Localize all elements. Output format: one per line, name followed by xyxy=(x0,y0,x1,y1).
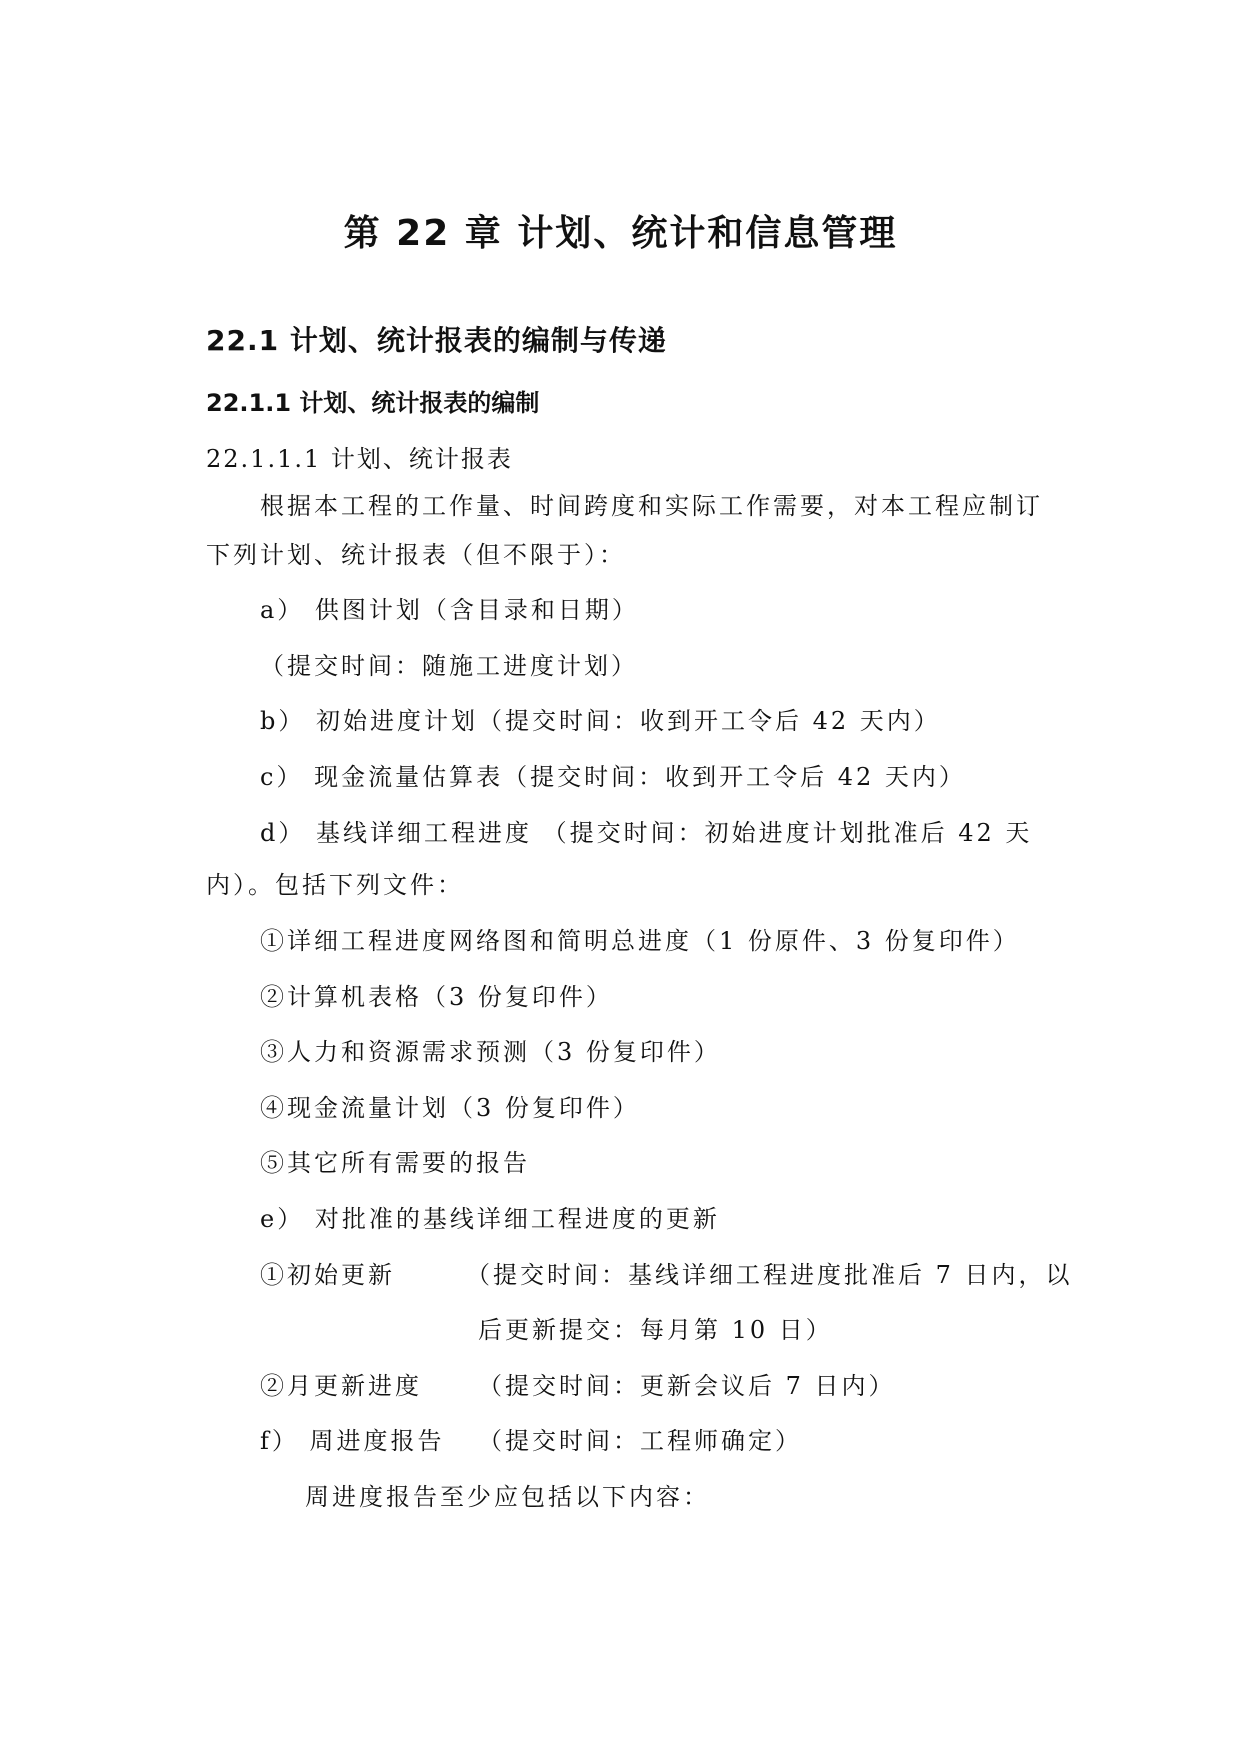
d-list-item-3: ③人力和资源需求预测（3 份复印件） xyxy=(260,1038,721,1066)
d-list-item-2: ②计算机表格（3 份复印件） xyxy=(260,983,613,1011)
d-list-item-5: ⑤其它所有需要的报告 xyxy=(260,1149,530,1177)
e-list-item-2-note: （提交时间：更新会议后 7 日内） xyxy=(478,1372,896,1400)
e-list-item-1-label: ①初始更新 xyxy=(260,1261,395,1289)
subsection-heading: 22.1.1 计划、统计报表的编制 xyxy=(206,389,540,417)
e-list-item-1-note-line-1: （提交时间：基线详细工程进度批准后 7 日内，以 xyxy=(466,1261,1073,1289)
item-a-line-2: （提交时间：随施工进度计划） xyxy=(260,652,638,680)
intro-paragraph-line-1: 根据本工程的工作量、时间跨度和实际工作需要，对本工程应制订 xyxy=(260,492,1043,520)
subsubsection-heading: 22.1.1.1 计划、统计报表 xyxy=(206,445,513,473)
e-list-item-2-label: ②月更新进度 xyxy=(260,1372,422,1400)
item-a-line-1: a） 供图计划（含目录和日期） xyxy=(260,596,639,624)
d-list-item-4: ④现金流量计划（3 份复印件） xyxy=(260,1094,640,1122)
item-f-note: （提交时间：工程师确定） xyxy=(478,1427,802,1455)
item-e: e） 对批准的基线详细工程进度的更新 xyxy=(260,1205,720,1233)
e-list-item-1-note-line-2: 后更新提交：每月第 10 日） xyxy=(478,1316,833,1344)
section-heading: 22.1 计划、统计报表的编制与传递 xyxy=(206,324,667,357)
d-list-item-1: ①详细工程进度网络图和简明总进度（1 份原件、3 份复印件） xyxy=(260,927,1020,955)
intro-paragraph-line-2: 下列计划、统计报表（但不限于）： xyxy=(206,541,626,569)
item-c: c） 现金流量估算表（提交时间：收到开工令后 42 天内） xyxy=(260,763,966,791)
item-b: b） 初始进度计划（提交时间：收到开工令后 42 天内） xyxy=(260,707,941,735)
chapter-title: 第 22 章 计划、统计和信息管理 xyxy=(343,213,898,254)
item-d-line-1: d） 基线详细工程进度 （提交时间：初始进度计划批准后 42 天 xyxy=(260,819,1033,847)
weekly-report-content-line: 周进度报告至少应包括以下内容： xyxy=(305,1483,710,1511)
item-d-line-2: 内）。包括下列文件： xyxy=(206,871,464,899)
item-f-label: f） 周进度报告 xyxy=(260,1427,445,1455)
